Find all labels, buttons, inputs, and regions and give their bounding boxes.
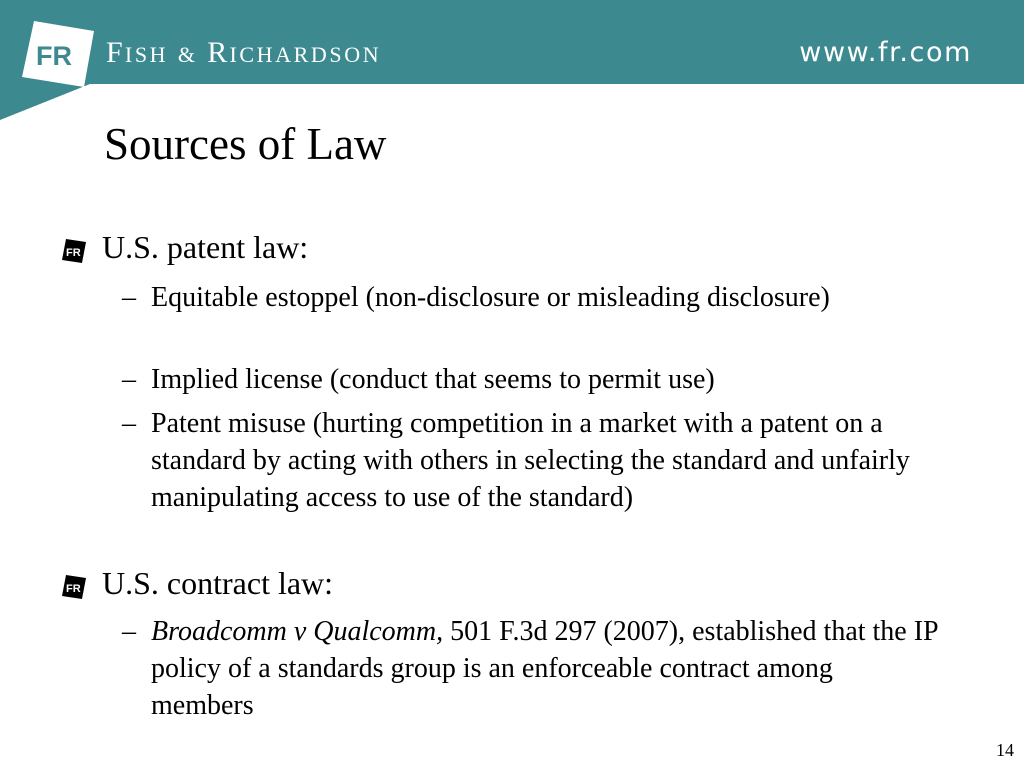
case-citation: Broadcomm v Qualcomm,: [151, 616, 444, 647]
bullet-text: U.S. patent law:: [102, 229, 309, 265]
sub-bullet-text: Implied license (conduct that seems to permit use): [151, 364, 715, 395]
bullet-item: [62, 227, 308, 267]
fr-logo-bullet-icon: [62, 575, 86, 599]
sub-bullet-text: Broadcomm v Qualcomm, 501 F.3d 297 (2007), established that the IP policy of a standards group is an enforceable contract among members: [151, 616, 938, 721]
sub-bullet-item: [122, 613, 942, 724]
bullet-item: [62, 563, 333, 603]
svg-text:FR: FR: [66, 247, 81, 259]
header-corner-accent: [0, 84, 90, 120]
dash-marker: –: [122, 616, 136, 647]
svg-text:FR: FR: [66, 583, 81, 595]
sub-bullet-item: [122, 405, 942, 516]
brand-url: www.fr.com: [799, 37, 972, 68]
fr-logo-icon: [22, 21, 94, 87]
page-number: 14: [996, 740, 1014, 760]
dash-marker: –: [122, 408, 136, 439]
slide-title: Sources of Law: [104, 119, 387, 169]
sub-bullet-item: [122, 361, 942, 398]
sub-bullet-text: Equitable estoppel (non-disclosure or misleading disclosure): [151, 282, 830, 313]
brand-name: FISH & RICHARDSON: [106, 36, 382, 69]
sub-bullet-text: Patent misuse (hurting competition in a market with a patent on a standard by acting with others in selecting the standard and unfairly manipulating access to use of the standard): [151, 408, 910, 513]
bullet-text: U.S. contract law:: [102, 565, 334, 601]
dash-marker: –: [122, 282, 136, 313]
dash-marker: –: [122, 364, 136, 395]
svg-text:FR: FR: [36, 41, 72, 71]
sub-bullet-item: [122, 279, 942, 316]
fr-logo-bullet-icon: [62, 239, 86, 263]
